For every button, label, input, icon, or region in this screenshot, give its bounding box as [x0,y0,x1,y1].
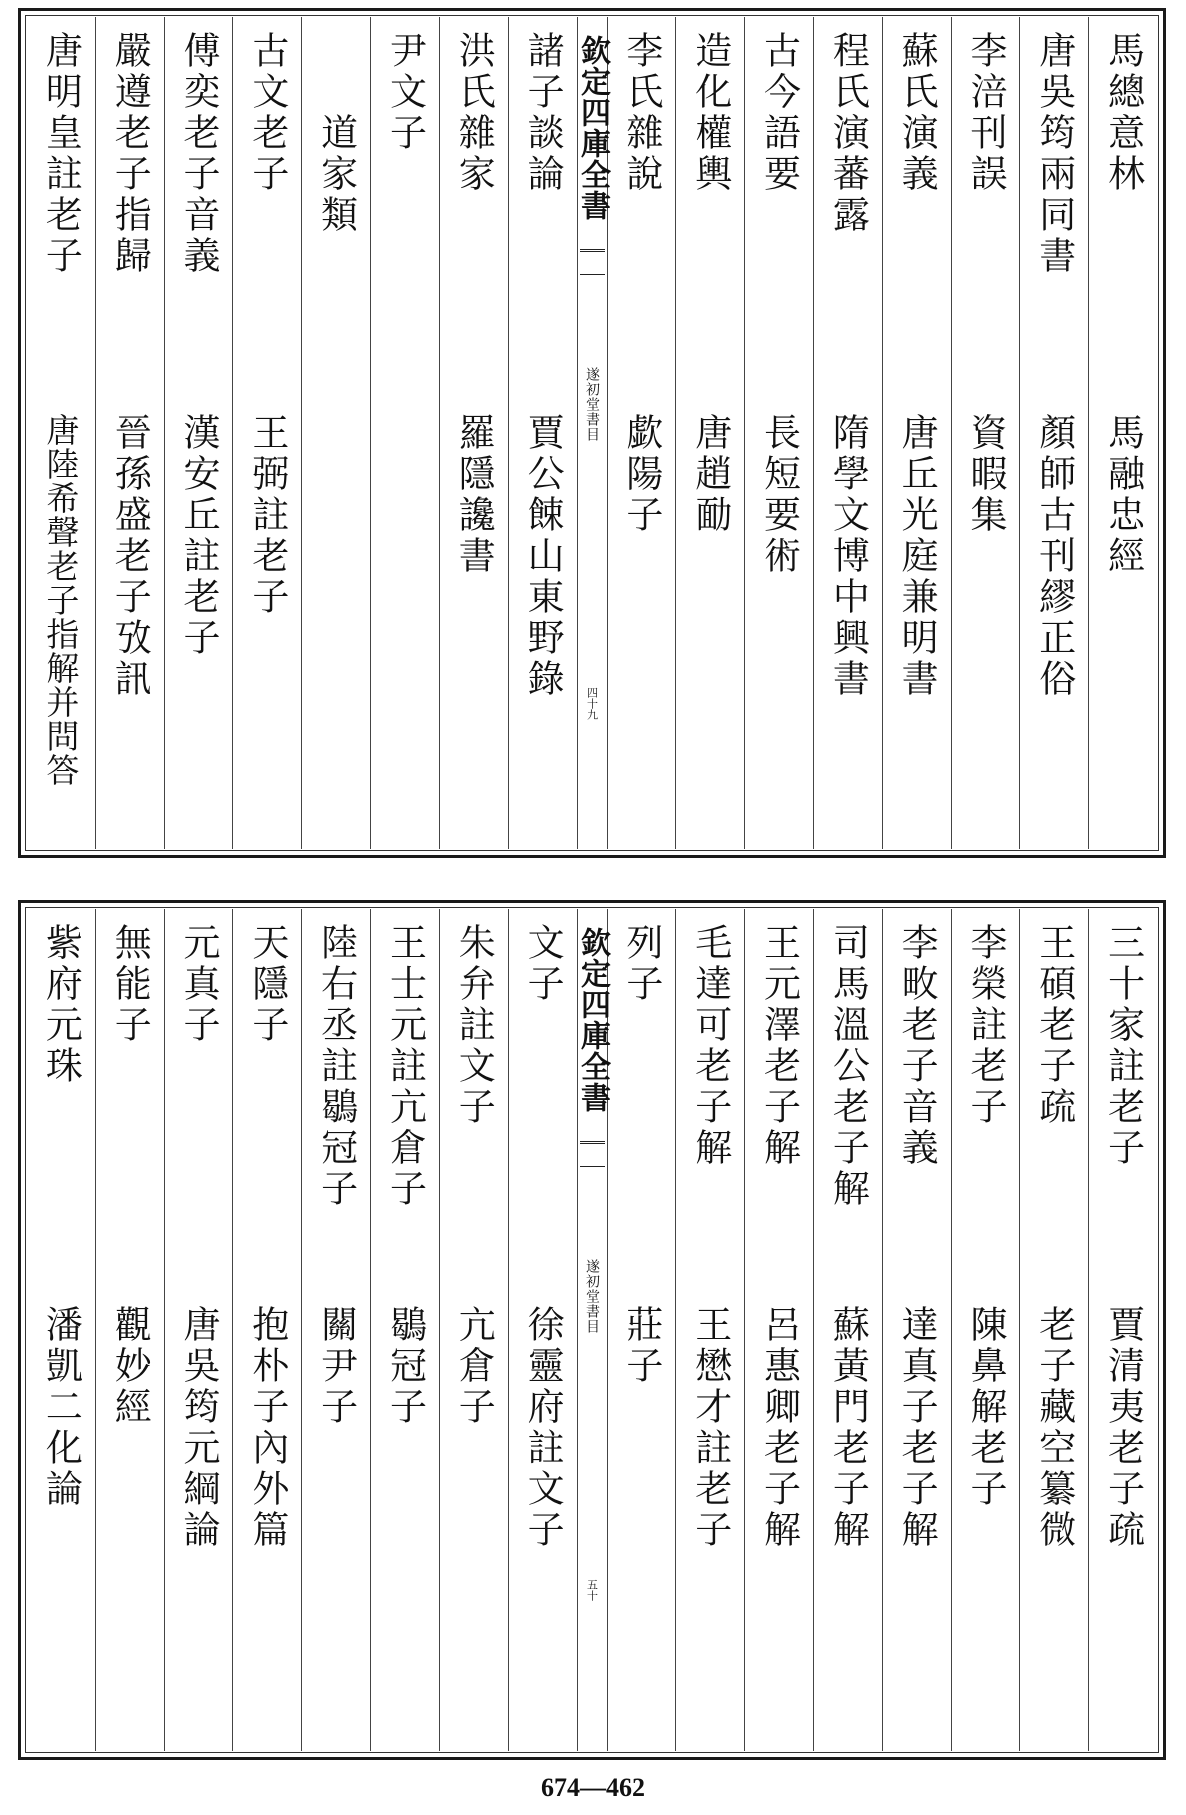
folio-number: 五十 [585,1579,599,1601]
center-fold-column [575,17,610,849]
column [882,909,951,1751]
column [675,17,744,849]
book-title: 王懋才註老子 [688,1305,732,1551]
book-name: 遂初堂書目 [584,1259,600,1334]
book-title: 洪氏雜家 [452,31,496,195]
column [744,909,813,1751]
book-title: 呂惠卿老子解 [757,1305,801,1551]
book-title: 無能子 [108,923,152,1046]
book-title: 王碩老子疏 [1032,923,1076,1128]
book-title: 莊子 [619,1305,663,1387]
top-page-panel [18,8,1166,858]
book-title: 諸子談論 [521,31,565,195]
book-title: 徐靈府註文子 [521,1305,565,1551]
book-title: 古文老子 [245,31,289,195]
column [301,17,370,849]
column [95,17,164,849]
collection-title: 欽定四庫全書 [575,927,610,1113]
column [882,17,951,849]
book-title: 古今語要 [757,31,801,195]
book-title: 長短要術 [757,413,801,577]
column [813,17,882,849]
book-title: 唐吳筠元綱論 [177,1305,221,1551]
book-title: 李榮註老子 [963,923,1007,1128]
book-title: 唐陸希聲老子指解并問答 [41,413,81,787]
column [1088,909,1157,1751]
column [607,17,676,849]
book-title: 觀妙經 [108,1305,152,1428]
book-title: 羅隱讒書 [452,413,496,577]
collection-title: 欽定四庫全書 [575,35,610,221]
book-title: 傅奕老子音義 [177,31,221,277]
top-columns [27,17,1157,849]
column [27,909,95,1751]
book-title: 造化權輿 [688,31,732,195]
fishtail-ornament [580,249,605,275]
book-title: 馬總意林 [1101,31,1145,195]
book-title: 老子藏空纂微 [1032,1305,1076,1551]
column [744,17,813,849]
book-title: 唐丘光庭兼明書 [895,413,939,700]
book-title: 元真子 [177,923,221,1046]
book-title: 唐明皇註老子 [39,31,83,277]
column [27,17,95,849]
column [951,909,1020,1751]
book-title: 文子 [521,923,565,1005]
book-title: 王弼註老子 [245,413,289,618]
book-title: 程氏演蕃露 [826,31,870,236]
column [370,909,439,1751]
book-title: 王元澤老子解 [757,923,801,1169]
book-title: 尹文子 [383,31,427,154]
column [232,17,301,849]
column [232,909,301,1751]
book-title: 資暇集 [963,413,1007,536]
column [1088,17,1157,849]
column [1019,909,1088,1751]
column [439,17,508,849]
column [370,17,439,849]
section-heading: 道家類 [314,113,358,236]
book-title: 李畋老子音義 [895,923,939,1169]
book-title: 隋學文博中興書 [826,413,870,700]
book-title: 紫府元珠 [39,923,83,1087]
book-title: 賈清夷老子疏 [1101,1305,1145,1551]
book-title: 嚴遵老子指歸 [108,31,152,277]
column [813,909,882,1751]
book-title: 三十家註老子 [1101,923,1145,1169]
book-title: 王士元註亢倉子 [383,923,427,1210]
book-name: 遂初堂書目 [584,367,600,442]
column [301,909,370,1751]
column [1019,17,1088,849]
column [164,909,233,1751]
column [675,909,744,1751]
book-title: 朱弁註文子 [452,923,496,1128]
book-title: 歔陽子 [619,413,663,536]
column [508,909,577,1751]
book-title: 抱朴子內外篇 [245,1305,289,1551]
book-title: 毛達可老子解 [688,923,732,1169]
column [439,909,508,1751]
bottom-page-panel [18,900,1166,1760]
column [607,909,676,1751]
folio-number: 四十九 [585,687,599,720]
column [951,17,1020,849]
book-title: 列子 [619,923,663,1005]
book-title: 天隱子 [245,923,289,1046]
book-title: 鶡冠子 [383,1305,427,1428]
center-fold-column [575,909,610,1751]
book-title: 晉孫盛老子攷訊 [108,413,152,700]
book-title: 陸右丞註鶡冠子 [314,923,358,1210]
book-title: 李涪刊誤 [963,31,1007,195]
book-title: 司馬溫公老子解 [826,923,870,1210]
column [164,17,233,849]
book-title: 唐趙勔 [688,413,732,536]
fishtail-ornament [580,1141,605,1167]
book-title: 潘凱二化論 [39,1305,83,1510]
column [95,909,164,1751]
book-title: 關尹子 [314,1305,358,1428]
page-number: 674—462 [541,1773,645,1802]
column [508,17,577,849]
book-title: 漢安丘註老子 [177,413,221,659]
book-title: 蘇黃門老子解 [826,1305,870,1551]
book-title: 馬融忠經 [1101,413,1145,577]
book-title: 李氏雜說 [619,31,663,195]
bottom-columns [27,909,1157,1751]
book-title: 蘇氏演義 [895,31,939,195]
book-title: 顏師古刊繆正俗 [1032,413,1076,700]
book-title: 唐吳筠兩同書 [1032,31,1076,277]
book-title: 陳鼻解老子 [963,1305,1007,1510]
book-title: 賈公餗山東野錄 [521,413,565,700]
book-title: 達真子老子解 [895,1305,939,1551]
book-title: 亢倉子 [452,1305,496,1428]
